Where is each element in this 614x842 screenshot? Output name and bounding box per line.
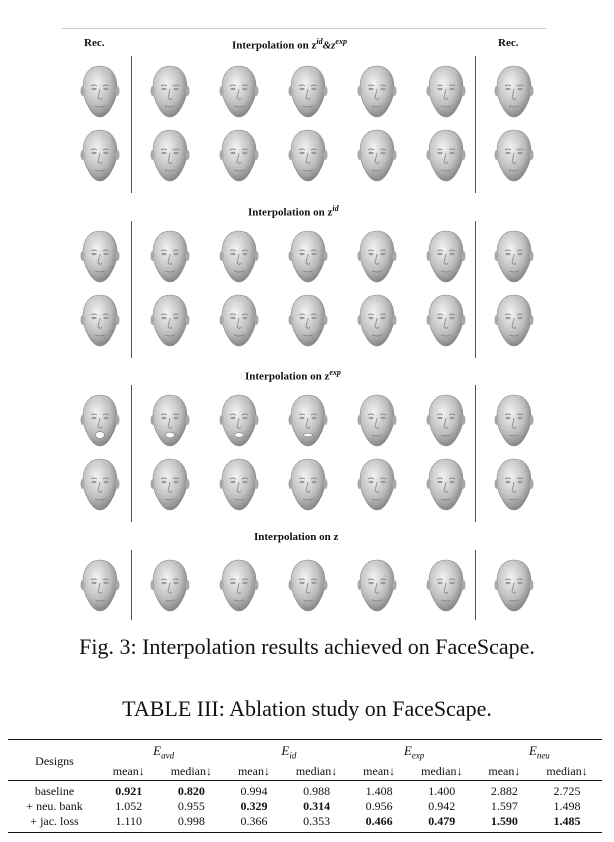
value-cell: 0.955 [177, 798, 205, 813]
face-mesh-icon [150, 229, 190, 285]
face-mesh-icon [288, 457, 328, 513]
face-mesh-icon [80, 64, 120, 120]
face-mesh-icon [288, 64, 328, 120]
face-mesh-icon [288, 229, 328, 285]
col-median: median↓ [156, 764, 226, 781]
value-cell: 0.994 [240, 783, 268, 798]
value-cell: 0.329 [240, 798, 268, 813]
face-mesh-icon [219, 558, 259, 614]
face-mesh-icon [494, 558, 534, 614]
divider [131, 550, 132, 620]
value-cell: 1.590 [477, 814, 532, 833]
face-mesh-icon [357, 293, 397, 349]
value-cell: 1.408 [365, 783, 393, 798]
value-cell: 1.110 [101, 814, 156, 833]
rec-label-left: Rec. [84, 37, 105, 49]
face-mesh-icon [357, 393, 397, 449]
face-mesh-icon [494, 64, 534, 120]
face-mesh-icon [80, 393, 120, 449]
section-title-id: Interpolation on $z^{id}$ [248, 204, 339, 219]
value-cell: 0.314 [303, 798, 331, 813]
col-mean: mean↓ [351, 764, 406, 781]
value-cell: 0.466 [351, 814, 406, 833]
face-mesh-icon [80, 457, 120, 513]
ablation-table [8, 739, 602, 833]
face-mesh-icon [219, 293, 259, 349]
value-cell: 0.942 [428, 798, 456, 813]
value-cell: 1.597 [490, 798, 518, 813]
divider [475, 385, 476, 522]
figure-top-rule [62, 28, 546, 29]
figure-caption: Fig. 3: Interpolation results achieved on FaceScape. [79, 634, 535, 659]
value-cell: 0.988 [303, 783, 331, 798]
face-mesh-icon [80, 293, 120, 349]
metric-header: $E_{neu}$ [477, 740, 602, 764]
face-mesh-icon [426, 64, 466, 120]
face-mesh-icon [150, 64, 190, 120]
face-mesh-icon [357, 229, 397, 285]
value-cell: 1.052 [115, 798, 143, 813]
face-mesh-icon [426, 457, 466, 513]
face-mesh-icon [426, 558, 466, 614]
value-cell: 2.882 [490, 783, 518, 798]
face-mesh-icon [494, 128, 534, 184]
face-mesh-icon [150, 128, 190, 184]
col-median: median↓ [532, 764, 602, 781]
face-mesh-icon [357, 457, 397, 513]
face-mesh-icon [150, 293, 190, 349]
value-cell: 0.366 [226, 814, 281, 833]
face-mesh-icon [219, 457, 259, 513]
face-mesh-icon [288, 293, 328, 349]
face-mesh-icon [426, 293, 466, 349]
value-cell: 2.725 [553, 783, 581, 798]
face-mesh-icon [150, 393, 190, 449]
face-mesh-icon [150, 457, 190, 513]
face-mesh-icon [80, 128, 120, 184]
value-cell: 0.956 [365, 798, 393, 813]
interpolation-figure [62, 28, 546, 620]
design-cell: + jac. loss [8, 814, 101, 833]
divider [131, 221, 132, 358]
design-cell: baseline [34, 783, 75, 798]
section-title-id-exp: Interpolation on $z^{id}\&z^{exp}$ [232, 37, 347, 52]
face-mesh-icon [219, 393, 259, 449]
value-cell: 1.485 [532, 814, 602, 833]
face-mesh-icon [357, 64, 397, 120]
face-mesh-icon [288, 393, 328, 449]
divider [475, 56, 476, 193]
metric-header: $E_{id}$ [226, 740, 351, 764]
designs-header: Designs [8, 740, 101, 781]
face-mesh-icon [80, 229, 120, 285]
col-mean: mean↓ [477, 764, 532, 781]
table-row [8, 780, 602, 799]
face-mesh-icon [494, 229, 534, 285]
face-mesh-icon [426, 229, 466, 285]
col-median: median↓ [407, 764, 477, 781]
table-title: TABLE III: Ablation study on FaceScape. [122, 696, 492, 721]
face-mesh-icon [80, 558, 120, 614]
table-row [8, 799, 602, 814]
divider [475, 221, 476, 358]
divider [131, 56, 132, 193]
value-cell: 0.479 [407, 814, 477, 833]
table-row [8, 814, 602, 833]
face-mesh-icon [426, 393, 466, 449]
divider [131, 385, 132, 522]
value-cell: 1.400 [428, 783, 456, 798]
divider [475, 550, 476, 620]
value-cell: 1.498 [553, 798, 581, 813]
face-mesh-icon [219, 229, 259, 285]
face-mesh-icon [219, 128, 259, 184]
face-mesh-icon [494, 457, 534, 513]
rec-label-right: Rec. [498, 37, 519, 49]
section-title-z: Interpolation on z [254, 531, 339, 543]
face-mesh-icon [426, 128, 466, 184]
col-mean: mean↓ [101, 764, 156, 781]
section-title-exp: Interpolation on $z^{exp}$ [245, 368, 341, 383]
face-mesh-icon [288, 128, 328, 184]
face-mesh-icon [219, 64, 259, 120]
face-mesh-icon [357, 128, 397, 184]
metric-header: $E_{exp}$ [351, 740, 476, 764]
value-cell: 0.820 [177, 783, 205, 798]
face-mesh-icon [494, 393, 534, 449]
face-mesh-icon [150, 558, 190, 614]
col-mean: mean↓ [226, 764, 281, 781]
face-mesh-icon [288, 558, 328, 614]
value-cell: 0.998 [156, 814, 226, 833]
value-cell: 0.921 [115, 783, 143, 798]
face-mesh-icon [494, 293, 534, 349]
value-cell: 0.353 [282, 814, 352, 833]
metric-header: $E_{avd}$ [101, 740, 226, 764]
design-cell: + neu. bank [26, 798, 83, 813]
col-median: median↓ [282, 764, 352, 781]
face-mesh-icon [357, 558, 397, 614]
